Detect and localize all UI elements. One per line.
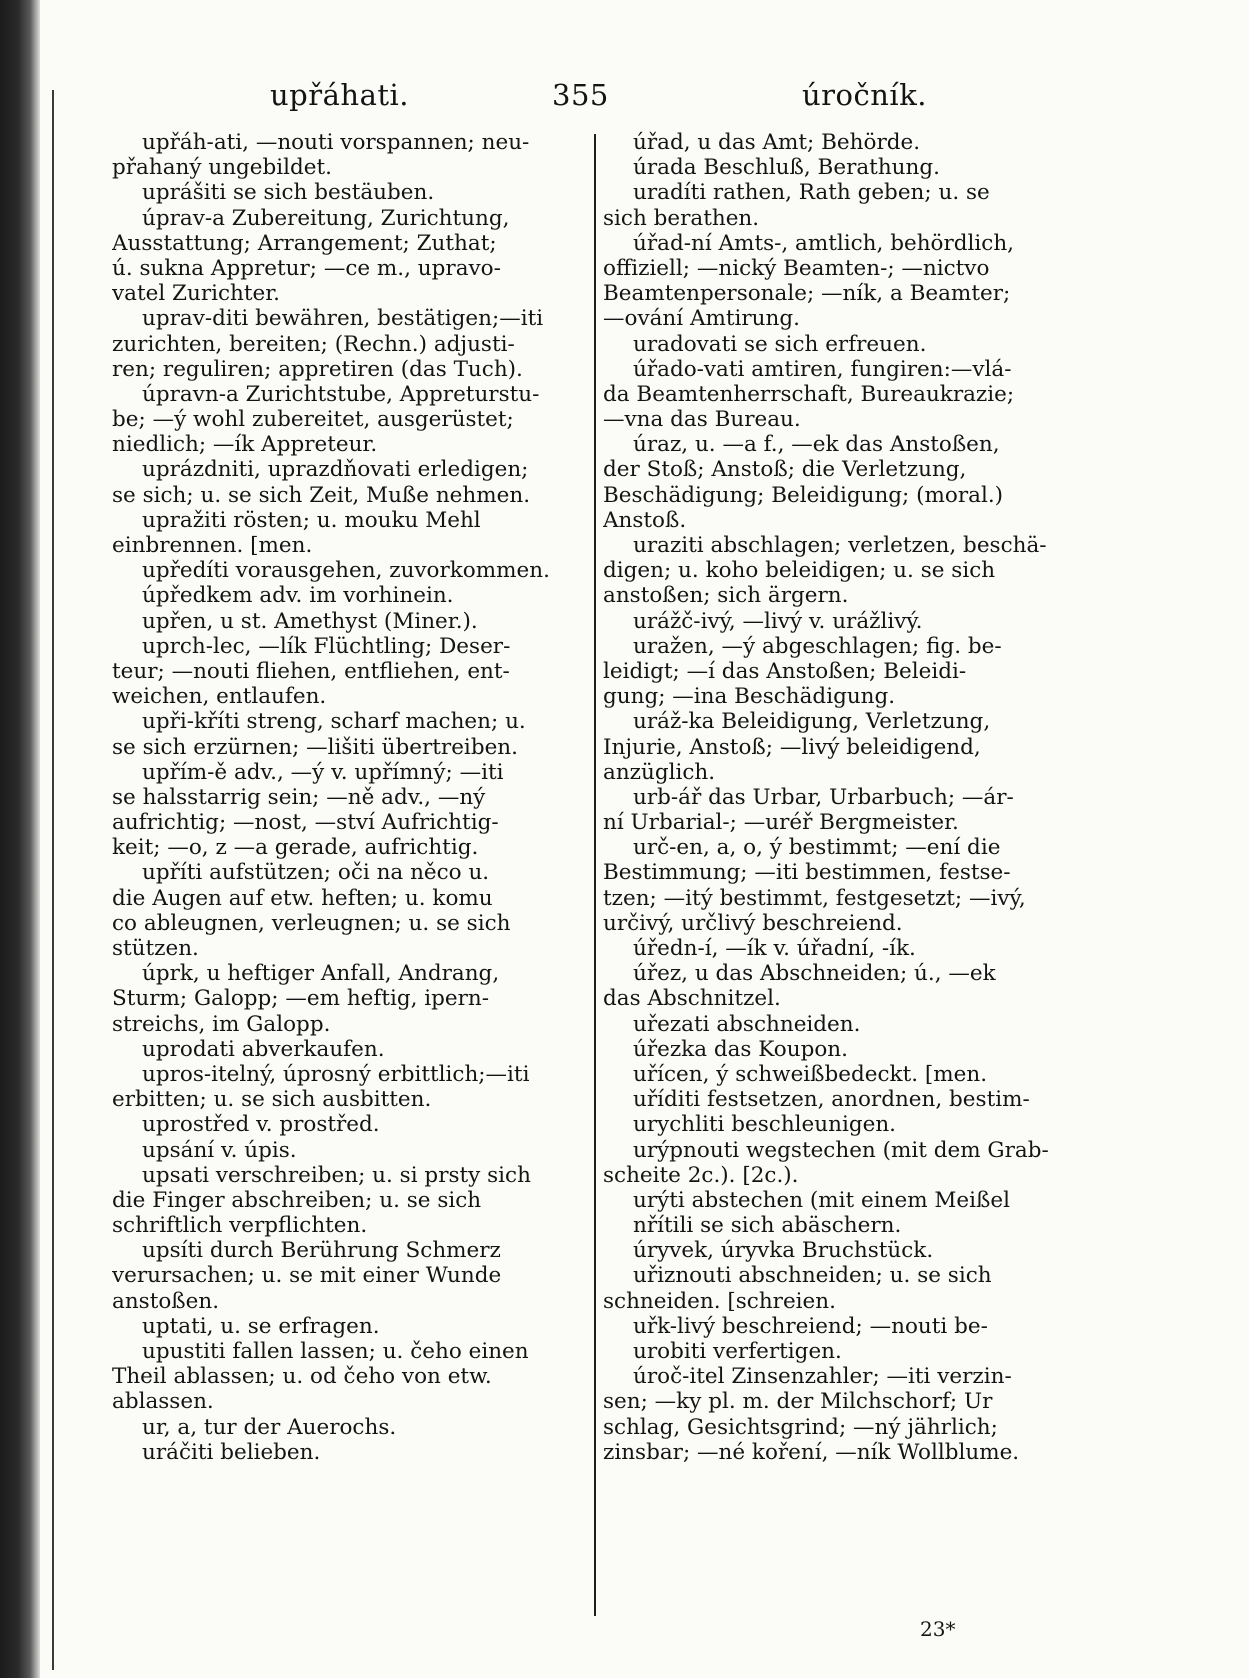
entry-line: anstoßen; sich ärgern. <box>603 583 849 609</box>
entry-line: se sich erzürnen; —lišiti übertreiben. <box>112 734 518 760</box>
entry-line: uradovati se sich erfreuen. <box>633 331 927 357</box>
entry-line: die Finger abschreiben; u. se sich <box>112 1187 482 1213</box>
entry-line: uřiznouti abschneiden; u. se sich <box>633 1263 992 1289</box>
entry-line: úředn-í, —ík v. úřadní, -ík. <box>633 936 916 961</box>
entry-line: úřad-ní Amts-, amtlich, behördlich, <box>633 230 1014 256</box>
entry-line: Bestimmung; —iti bestimmen, festse- <box>603 860 1011 886</box>
entry-line: da Beamtenherrschaft, Bureaukrazie; <box>603 381 1015 407</box>
entry-line: urb-ář das Urbar, Urbarbuch; —ár- <box>633 784 1014 810</box>
entry-line: uprázdniti, uprazdňovati erledigen; <box>142 457 529 483</box>
entry-line: ní Urbarial-; —uréř Bergmeister. <box>603 810 959 836</box>
entry-line: upustiti fallen lassen; u. čeho einen <box>142 1339 529 1364</box>
entry-line: úřad, u das Amt; Behörde. <box>633 130 921 155</box>
entry-line: aufrichtig; —nost, —ství Aufrichtig- <box>112 810 499 836</box>
left-column <box>112 130 590 1610</box>
header-right-guide-word: úročník. <box>802 78 927 112</box>
entry-line: uražen, —ý abgeschlagen; fig. be- <box>633 633 1002 659</box>
entry-line: urč-en, a, o, ý bestimmt; —ení die <box>633 835 1001 861</box>
entry-line: úpředkem adv. im vorhinein. <box>142 583 454 609</box>
scan-fold-line <box>52 90 54 1670</box>
entry-line: upsíti durch Berührung Schmerz <box>142 1238 501 1264</box>
entry-line: —ování Amtirung. <box>603 306 800 332</box>
entry-line: upsati verschreiben; u. si prsty sich <box>142 1162 531 1188</box>
entry-line: upřáh-ati, —nouti vorspannen; neu- <box>142 130 530 155</box>
entry-line: upředíti vorausgehen, zuvorkommen. <box>142 558 550 584</box>
entry-line: urýpnouti wegstechen (mit dem Grab- <box>633 1137 1049 1163</box>
page-number: 355 <box>552 78 609 112</box>
entry-line: úřado-vati amtiren, fungiren:—vlá- <box>633 356 1012 382</box>
entry-line: urážč-ivý, —livý v. urážlivý. <box>633 608 923 634</box>
right-column <box>603 130 1081 1610</box>
entry-line: Anstoß. <box>603 507 687 533</box>
entry-line: uprch-lec, —lík Flüchtling; Deser- <box>142 633 511 659</box>
entry-line: ren; reguliren; appretiren (das Tuch). <box>112 356 523 382</box>
entry-line: sen; —ky pl. m. der Milchschorf; Ur <box>603 1389 993 1415</box>
entry-line: ú. sukna Appretur; —ce m., upravo- <box>112 255 501 281</box>
entry-line: upři-kříti streng, scharf machen; u. <box>142 709 526 735</box>
entry-line: upražiti rösten; u. mouku Mehl <box>142 507 481 533</box>
entry-line: uříditi festsetzen, anordnen, bestim- <box>633 1087 1030 1113</box>
entry-line: tzen; —itý bestimmt, festgesetzt; —ivý, <box>603 885 1026 911</box>
entry-line: Injurie, Anstoß; —livý beleidigend, <box>603 734 981 760</box>
entry-line: schneiden. [schreien. <box>603 1288 836 1314</box>
entry-line: vatel Zurichter. <box>112 281 280 307</box>
entry-line: streichs, im Galopp. <box>112 1011 331 1037</box>
entry-line: ablassen. <box>112 1389 214 1415</box>
page-header <box>112 78 1132 126</box>
entry-line: uraziti abschlagen; verletzen, beschä- <box>633 533 1047 558</box>
entry-line: urobiti verfertigen. <box>633 1339 842 1364</box>
signature-mark: 23* <box>920 1617 956 1641</box>
entry-line: be; —ý wohl zubereitet, ausgerüstet; <box>112 407 514 433</box>
entry-line: upřím-ě adv., —ý v. upřímný; —iti <box>142 759 504 785</box>
entry-line: co ableugnen, verleugnen; u. se sich <box>112 910 511 936</box>
entry-line: uřezati abschneiden. <box>633 1011 861 1037</box>
entry-line: určivý, určlivý beschreiend. <box>603 910 903 936</box>
entry-line: das Abschnitzel. <box>603 986 781 1012</box>
entry-line: úřezka das Koupon. <box>633 1036 848 1062</box>
entry-line: úprk, u heftiger Anfall, Andrang, <box>142 961 500 987</box>
entry-line: die Augen auf etw. heften; u. komu <box>112 885 493 911</box>
entry-line: uradíti rathen, Rath geben; u. se <box>633 180 990 206</box>
entry-line: leidigt; —í das Anstoßen; Beleidi- <box>603 658 967 684</box>
entry-line: uráž-ka Beleidigung, Verletzung, <box>633 709 991 735</box>
entry-line: —vna das Bureau. <box>603 407 801 433</box>
entry-line: uprostřed v. prostřed. <box>142 1112 380 1138</box>
entry-line: nřítili se sich abäschern. <box>633 1213 902 1239</box>
entry-line: upsání v. úpis. <box>142 1137 297 1163</box>
entry-line: uřícen, ý schweißbedeckt. [men. <box>633 1061 988 1087</box>
entry-line: upros-itelný, úprosný erbittlich;—iti <box>142 1061 530 1087</box>
entry-line: úryvek, úryvka Bruchstück. <box>633 1238 934 1264</box>
entry-line: niedlich; —ík Appreteur. <box>112 432 378 458</box>
entry-line: úrada Beschluß, Berathung. <box>633 155 940 181</box>
entry-line: schriftlich verpflichten. <box>112 1213 368 1239</box>
entry-line: úřez, u das Abschneiden; ú., —ek <box>633 961 996 987</box>
header-left-guide-word: upřáhati. <box>270 78 410 112</box>
entry-line: verursachen; u. se mit einer Wunde <box>112 1263 502 1289</box>
entry-line: anzüglich. <box>603 759 716 785</box>
entry-line: urýti abstechen (mit einem Meißel <box>633 1187 1010 1213</box>
entry-line: der Stoß; Anstoß; die Verletzung, <box>603 457 967 483</box>
entry-line: uprodati abverkaufen. <box>142 1036 385 1062</box>
entry-line: sich berathen. <box>603 205 760 231</box>
entry-line: úprav-a Zubereitung, Zurichtung, <box>142 205 510 231</box>
entry-line: uráčiti belieben. <box>142 1439 321 1465</box>
entry-line: Ausstattung; Arrangement; Zuthat; <box>112 230 497 256</box>
entry-line: teur; —nouti fliehen, entfliehen, ent- <box>112 658 510 684</box>
entry-line: se sich; u. se sich Zeit, Muße nehmen. <box>112 482 531 508</box>
entry-line: Beschädigung; Beleidigung; (moral.) <box>603 482 1004 508</box>
entry-line: erbitten; u. se sich ausbitten. <box>112 1087 432 1113</box>
entry-line: offiziell; —nický Beamten-; —nictvo <box>603 255 990 281</box>
entry-line: zinsbar; —né koření, —ník Wollblume. <box>603 1439 1020 1465</box>
entry-line: uptati, u. se erfragen. <box>142 1313 380 1339</box>
entry-line: úraz, u. —a f., —ek das Anstoßen, <box>633 432 1000 458</box>
entry-line: schlag, Gesichtsgrind; —ný jährlich; <box>603 1414 998 1440</box>
entry-line: přahaný ungebildet. <box>112 155 333 181</box>
entry-line: zurichten, bereiten; (Rechn.) adjusti- <box>112 331 515 357</box>
column-divider <box>594 134 596 1616</box>
entry-line: scheite 2c.). [2c.). <box>603 1162 799 1188</box>
entry-line: uprášiti se sich bestäuben. <box>142 180 435 206</box>
entry-line: anstoßen. <box>112 1288 220 1314</box>
entry-line: weichen, entlaufen. <box>112 684 327 710</box>
entry-line: ur, a, tur der Auerochs. <box>142 1414 397 1440</box>
entry-line: úroč-itel Zinsenzahler; —iti verzin- <box>633 1364 1012 1390</box>
entry-line: uprav-diti bewähren, bestätigen;—iti <box>142 306 544 332</box>
entry-line: Sturm; Galopp; —em heftig, ipern- <box>112 986 490 1012</box>
entry-line: se halsstarrig sein; —ně adv., —ný <box>112 784 486 810</box>
entry-line: Beamtenpersonale; —ník, a Beamter; <box>603 281 1011 307</box>
scan-dark-edge <box>0 0 40 1678</box>
entry-line: úpravn-a Zurichtstube, Appreturstu- <box>142 381 540 407</box>
entry-line: einbrennen. [men. <box>112 533 313 558</box>
entry-line: urychliti beschleunigen. <box>633 1112 897 1138</box>
entry-line: stützen. <box>112 936 199 961</box>
entry-line: uřk-livý beschreiend; —nouti be- <box>633 1313 988 1339</box>
entry-line: upříti aufstützen; oči na něco u. <box>142 860 490 886</box>
entry-line: keit; —o, z —a gerade, aufrichtig. <box>112 835 479 861</box>
entry-line: Theil ablassen; u. od čeho von etw. <box>112 1364 492 1390</box>
entry-line: upřen, u st. Amethyst (Miner.). <box>142 608 478 634</box>
entry-line: digen; u. koho beleidigen; u. se sich <box>603 558 996 584</box>
entry-line: gung; —ina Beschädigung. <box>603 684 896 710</box>
